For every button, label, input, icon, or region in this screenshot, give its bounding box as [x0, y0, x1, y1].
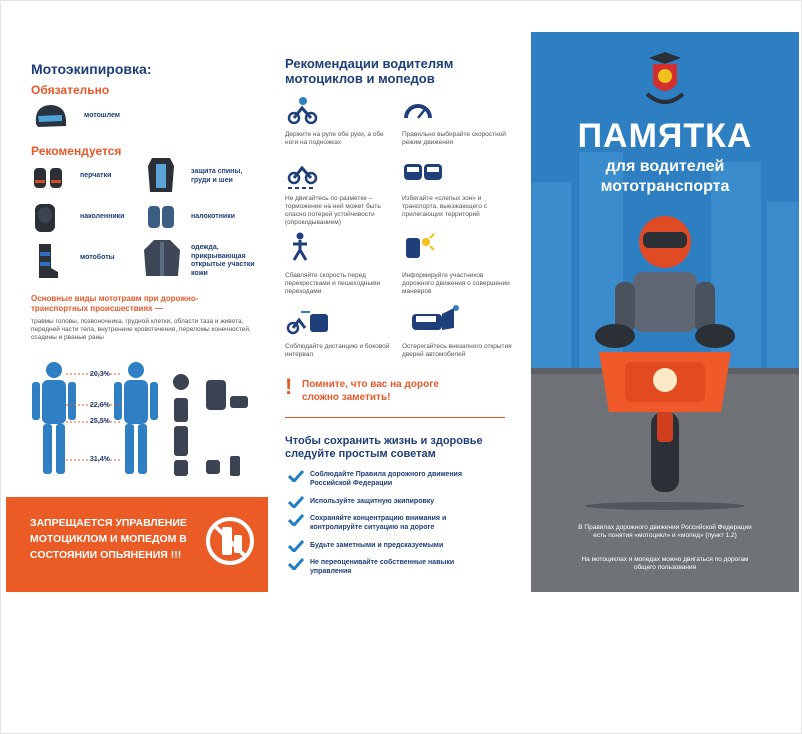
shadow: [585, 502, 745, 510]
cover-footnote-2: На мотоциклах и мопедах можно двигаться по дорогам общего пользования: [581, 556, 749, 571]
rec-8: Остерегайтесь внезапного открытия дверей автомобилей: [402, 343, 512, 358]
boot-icon: [34, 242, 60, 280]
required-heading: Обязательно: [31, 83, 110, 97]
jacket-icon: [142, 238, 182, 278]
rec-3: Не двигайтесь по разметке – торможение на ней может быть опасно потерей устойчивости (опрокидыванием): [285, 195, 381, 226]
advice-5: Не переоценивайте собственные навыки управления: [310, 559, 455, 575]
distance-icon: [286, 308, 330, 336]
advice-4: Будьте заметными и предсказуемыми: [310, 542, 444, 549]
pedestrian-icon: [288, 232, 312, 262]
equipment-title: Мотоэкипировка:: [31, 61, 152, 77]
gloves-icon: [32, 164, 66, 190]
turn-signal-icon: [402, 232, 436, 262]
rec-5: Сбавляйте скорость перед перекрестками и пешеходными переходами: [285, 272, 381, 295]
police-emblem-icon: [643, 50, 687, 110]
advice-1: Соблюдайте Правила дорожного движения Российской Федерации: [310, 471, 462, 487]
cover-subtitle-2: мототранспорта: [600, 178, 730, 195]
drunk-driving-banner: [6, 497, 268, 592]
rider-icon: [286, 96, 318, 124]
helmet-label: мотошлем: [84, 112, 120, 119]
injury-diagram: [26, 360, 266, 478]
advice-2: Используйте защитную экипировку: [310, 498, 435, 505]
advice-title: Чтобы сохранить жизнь и здоровье следуйте простым советам: [285, 435, 483, 460]
rec-7: Соблюдайте дистанцию и боковой интервал: [285, 343, 390, 358]
cover-footnote-1: В Правилах дорожного движения Российской Федерации есть понятия «мотоцикл» и «мопед» (пункт 1.2): [578, 524, 752, 539]
recommended-heading: Рекомендуется: [31, 144, 122, 158]
cover-panel: [531, 32, 799, 592]
cover-subtitle-1: для водителей: [605, 158, 725, 175]
kneepad-icon: [32, 202, 58, 234]
recommendations-title: Рекомендации водителям мотоциклов и мопедов: [285, 56, 454, 86]
equipment-panel: [6, 32, 268, 592]
elbowpad-icon: [146, 202, 176, 232]
check-icon: [288, 540, 304, 552]
warning-text: Помните, что вас на дороге сложно заметить!: [302, 379, 439, 403]
blind-spot-icon: [402, 158, 446, 186]
check-icon: [288, 496, 304, 508]
advice-3: Сохраняйте концентрацию внимания и контролируйте ситуацию на дороге: [310, 515, 447, 531]
car-door-icon: [410, 304, 460, 336]
recommendations-panel: [268, 32, 531, 592]
cover-title: ПАМЯТКА: [577, 117, 753, 155]
back-protector-icon: [144, 156, 178, 194]
percent-4: 31,4%: [90, 456, 110, 463]
divider: [285, 417, 505, 418]
rec-6: Информируйте участников дорожного движения о совершении маневров: [402, 272, 510, 295]
check-icon: [288, 558, 304, 570]
rec-4: Избегайте «слепых зон» и транспорта, выезжающего с прилегающих территорий: [402, 195, 487, 218]
injury-text: травмы головы, позвоночника, грудной клетки, области таза и живота, передней части тела, внутренние кровотечения, переломы конечностей, ссадины и рваные раны: [31, 318, 251, 341]
injury-heading: Основные виды мототравм при дорожно-транспортных происшествиях —: [31, 294, 199, 313]
kneepad-label: наколенники: [80, 213, 125, 220]
rec-2: Правильно выбирайте скоростной режим движения: [402, 131, 506, 146]
percent-3: 25,5%: [90, 418, 110, 425]
gloves-label: перчатки: [80, 172, 112, 179]
back-protector-label: защита спины, груди и шеи: [191, 168, 243, 184]
check-icon: [288, 514, 304, 526]
road-marking-icon: [286, 158, 318, 190]
jacket-label: одежда, прикрывающая открытые участки кожи: [191, 244, 255, 277]
rec-1: Держите на руле обе руки, а обе ноги на подножках: [285, 131, 384, 146]
exclamation-icon: !: [285, 374, 293, 399]
advice-list: [288, 470, 518, 590]
no-alcohol-icon: [204, 515, 256, 567]
percent-1: 20,3%: [90, 371, 110, 378]
helmet-icon: [32, 102, 68, 130]
banner-text: ЗАПРЕЩАЕТСЯ УПРАВЛЕНИЕ МОТОЦИКЛОМ И МОПЕДОМ В СОСТОЯНИИ ОПЬЯНЕНИЯ !!!: [30, 517, 187, 561]
percent-2: 22,6%: [90, 402, 110, 409]
speedometer-icon: [402, 96, 434, 124]
elbowpad-label: налокотники: [191, 213, 236, 220]
boots-label: мотоботы: [80, 254, 115, 261]
check-icon: [288, 470, 304, 482]
motorcyclist-illustration: [585, 212, 745, 502]
